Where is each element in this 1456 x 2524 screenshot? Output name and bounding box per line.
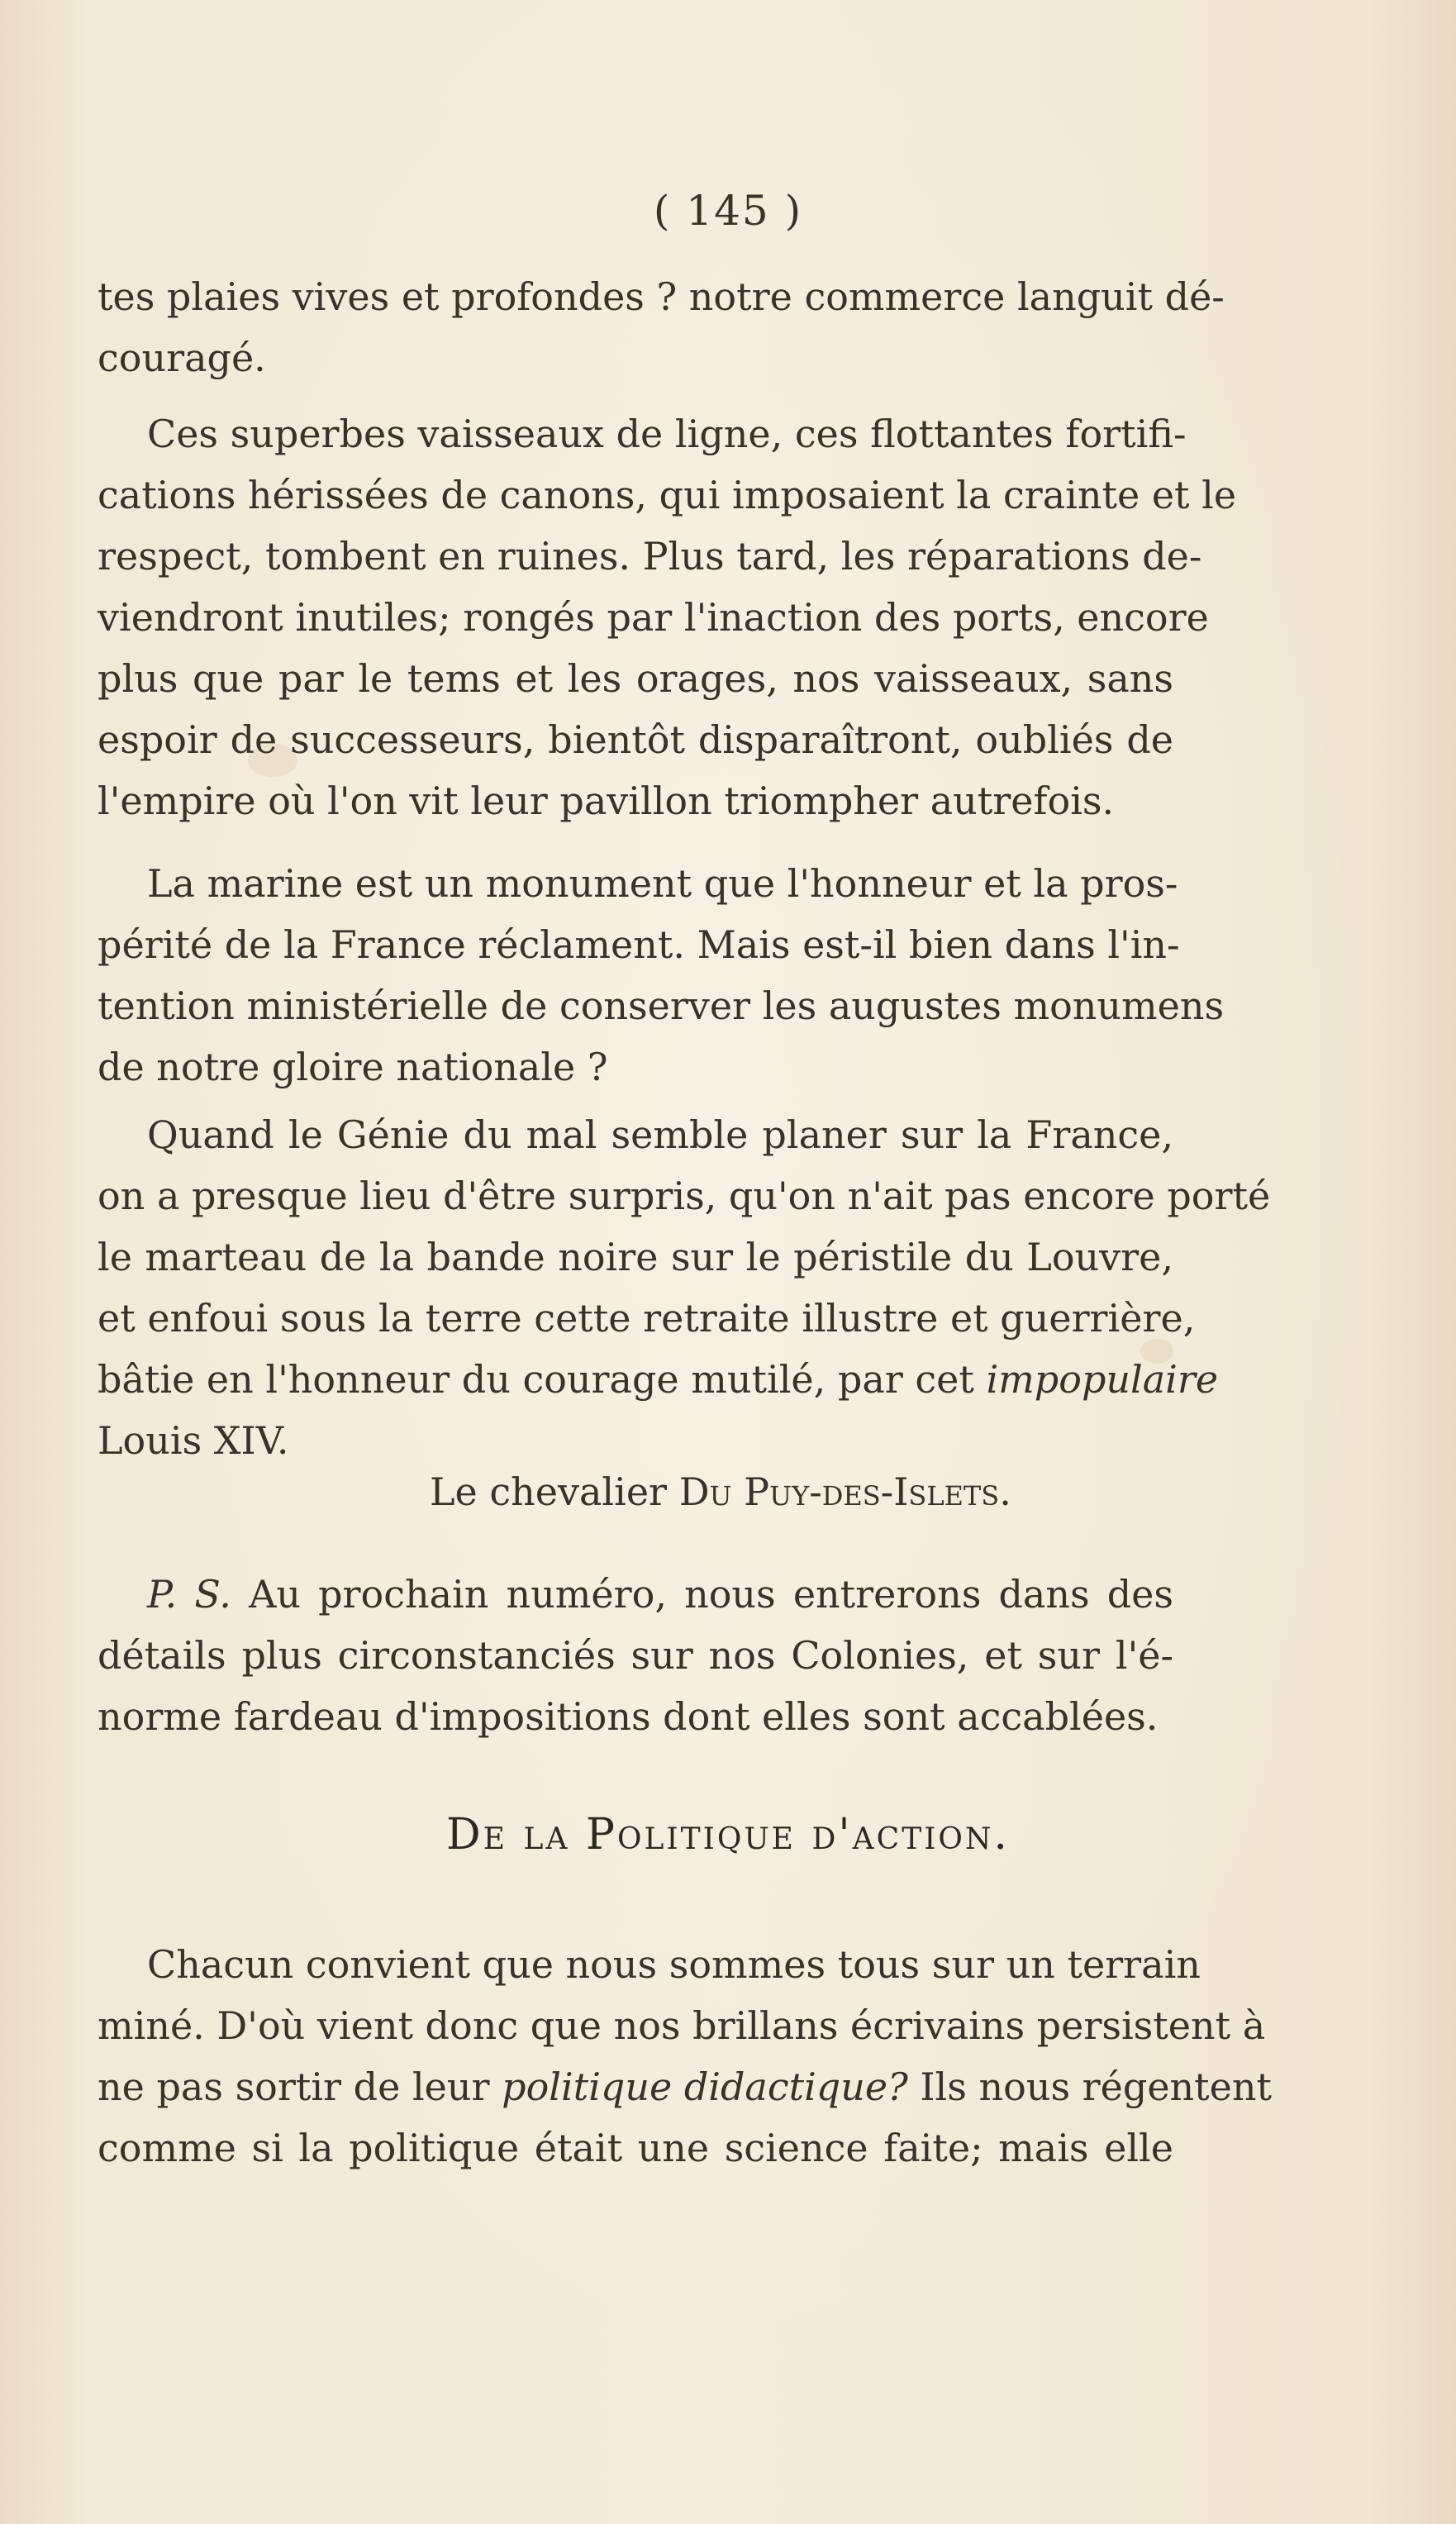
text-line — [98, 2056, 1273, 2117]
text-line: respect, tombent en ruines. Plus tard, les réparations de- — [98, 534, 1202, 579]
paragraph-chacun — [98, 1934, 1273, 2179]
postscript-label: P. S. — [147, 1572, 231, 1617]
text-line: norme fardeau d'impositions dont elles sont accablées. — [98, 1694, 1159, 1739]
italic-word: impopulaire — [986, 1357, 1219, 1402]
text-line: tes plaies vives et profondes ? notre commerce languit dé- — [98, 274, 1225, 319]
text-line: périté de la France réclament. Mais est-il bien dans l'in- — [98, 922, 1180, 967]
text-line: couragé. — [98, 336, 266, 380]
text-segment: Ils nous régentent — [920, 2064, 1273, 2109]
text-line: de notre gloire nationale ? — [98, 1045, 608, 1089]
signature-prefix: Le chevalier — [430, 1469, 668, 1514]
postscript — [98, 1564, 1173, 1747]
page-number: ( 145 ) — [653, 187, 803, 235]
text-line: le marteau de la bande noire sur le péristile du Louvre, — [98, 1235, 1173, 1279]
text-segment: bâtie en l'honneur du courage mutilé, par cet — [98, 1357, 974, 1402]
text-segment: ne pas sortir de leur — [98, 2064, 490, 2109]
section-heading: De la Politique d'action. — [446, 1810, 1010, 1860]
signature — [430, 1469, 1011, 1514]
text-line: espoir de successeurs, bientôt disparaîtront, oubliés de — [98, 717, 1173, 762]
text-line: miné. D'où vient donc que nos brillans écrivains persistent à — [98, 2003, 1266, 2048]
text-line — [98, 1349, 1219, 1410]
text-line: plus que par le tems et les orages, nos vaisseaux, sans — [98, 656, 1173, 701]
text-line: Ces superbes vaisseaux de ligne, ces flottantes fortifi- — [147, 412, 1187, 456]
text-line: La marine est un monument que l'honneur et la pros- — [147, 861, 1178, 906]
text-line: Louis XIV. — [98, 1418, 289, 1463]
text-line: cations hérissées de canons, qui imposaient la crainte et le — [98, 473, 1237, 517]
text-line: et enfoui sous la terre cette retraite illustre et guerrière, — [98, 1296, 1196, 1341]
text-line: comme si la politique était une science faite; mais elle — [98, 2126, 1173, 2170]
italic-phrase: politique didactique? — [502, 2064, 908, 2109]
paragraph-continuation — [98, 266, 1225, 388]
signature-name: Du Puy-des-Islets. — [678, 1469, 1011, 1514]
paragraph-marine — [98, 853, 1225, 1098]
text-line: Quand le Génie du mal semble planer sur la France, — [147, 1112, 1173, 1157]
text-line: Chacun convient que nous sommes tous sur un terrain — [147, 1942, 1201, 1987]
paragraph-vaisseaux — [98, 403, 1237, 831]
text-segment: Au prochain numéro, nous entrerons dans des — [249, 1572, 1174, 1617]
text-line — [98, 1564, 1173, 1625]
text-line: on a presque lieu d'être surpris, qu'on n'ait pas encore porté — [98, 1174, 1271, 1218]
text-line: détails plus circonstanciés sur nos Colonies, et sur l'é- — [98, 1633, 1173, 1678]
paragraph-genie-du-mal — [98, 1104, 1271, 1471]
text-line: viendront inutiles; rongés par l'inaction des ports, encore — [98, 595, 1209, 640]
text-line: tention ministérielle de conserver les augustes monumens — [98, 983, 1225, 1028]
text-line: l'empire où l'on vit leur pavillon triompher autrefois. — [98, 779, 1115, 823]
